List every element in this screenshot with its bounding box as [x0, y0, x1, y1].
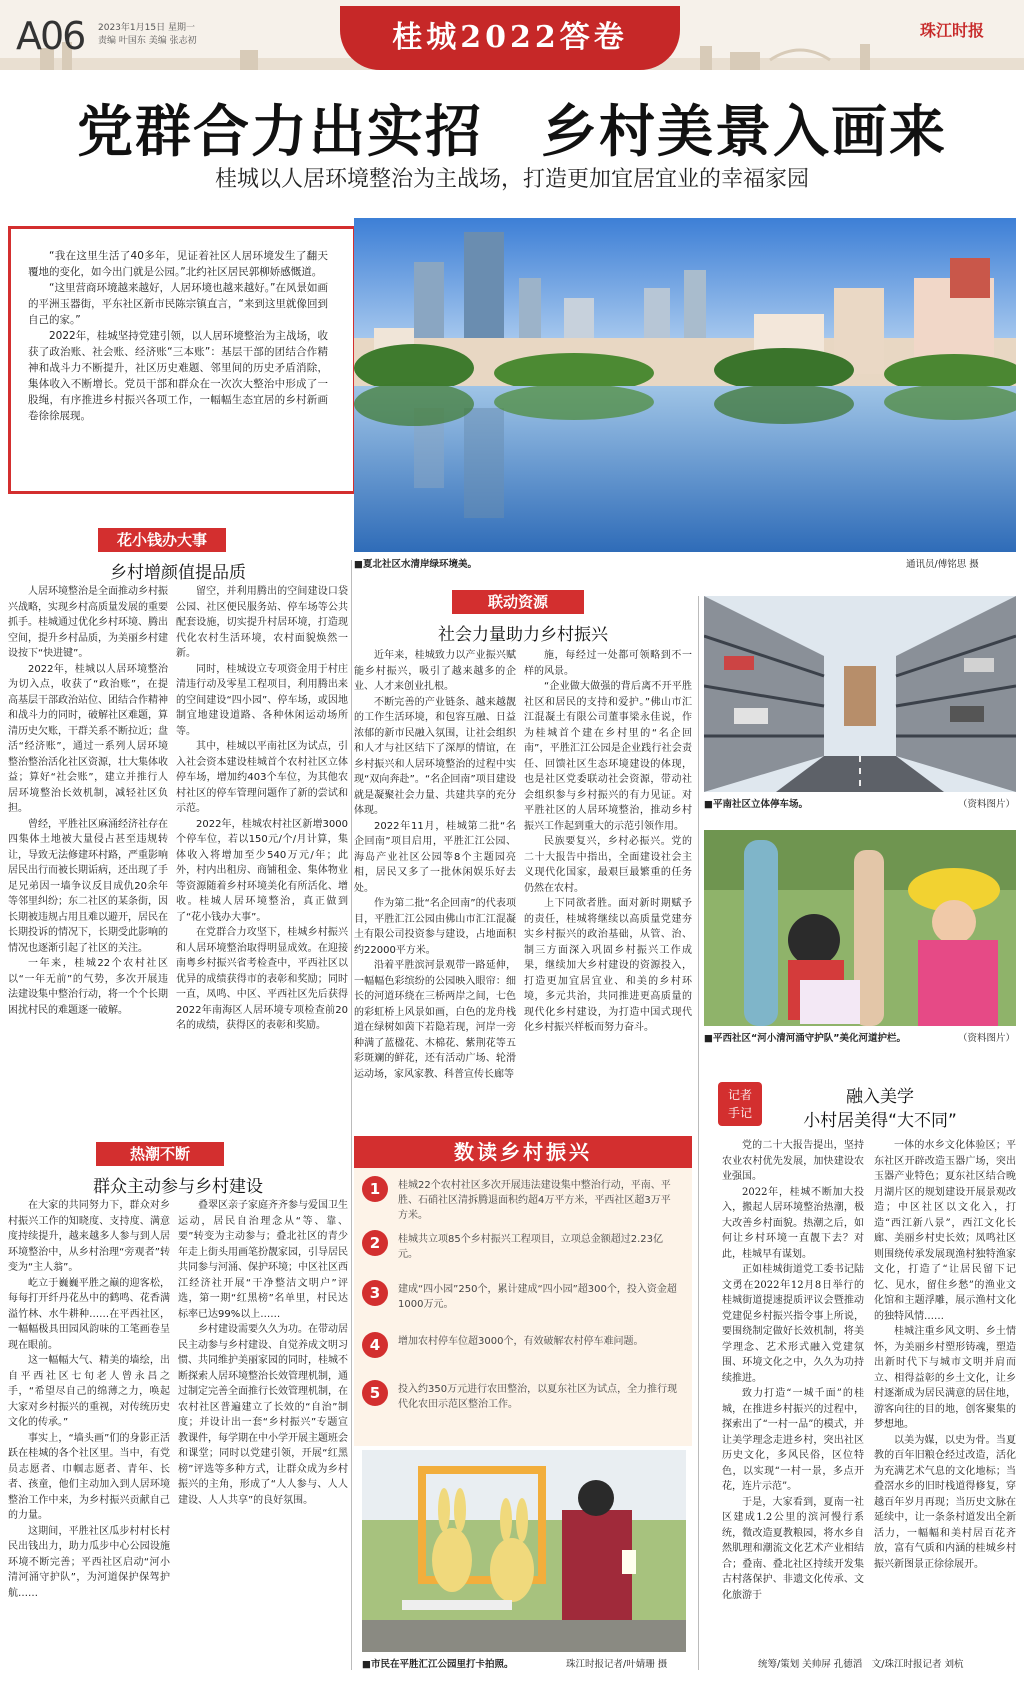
page-credit: 统筹/策划 关帅屏 孔德滔 文/珠江时报记者 刘杭 — [758, 1659, 964, 1670]
intro-text — [28, 248, 328, 424]
article-paragraph: 党的二十大报告提出，坚持农业农村优先发展，加快建设农业强国。 — [722, 1140, 864, 1182]
article-paragraph: 同时，桂城设立专项资金用于村庄清违行动及零星工程项目，利用腾出来的空间建设“四小园”、停车场，或因地制宜地建设道路、各种休闲运动场所等。 — [176, 663, 348, 737]
rabbit-photo-credit: 珠江时报记者/叶婧珊 摄 — [566, 1659, 668, 1670]
section1-title: 乡村增颜值提品质 — [110, 563, 246, 583]
article-paragraph: 桂城注重乡风文明、乡土情怀，为美丽乡村塑形铸魂，塑造出新时代下与城市文明并肩而立、相得益彰的乡土文化，让乡村逐渐成为居民满意的居住地，游客向往的目的地，创客聚集的梦想地。 — [874, 1326, 1016, 1430]
digital-item-number: 4 — [362, 1332, 388, 1358]
parking-photo-caption: ■平南社区立体停车场。 — [704, 799, 808, 810]
note-column2 — [874, 1138, 1016, 1648]
article-paragraph: 2022年，桂城以人居环境整治为切入点，收获了“政治账”，在提高基层干部政治站位、团结合作精神和战斗力的同时，破解社区难题，算清历史欠账，干群关系不断拉近；盘活“经济账”，通过一系列人居环境整治整治活化社区资源，壮大集体收益；算好“社会账”，建立并推行人居环境整治长效机制，减轻社区负担。 — [8, 663, 168, 814]
editor-text: 责编 叶国东 美编 张志初 — [98, 36, 197, 46]
digital-item-text: 增加农村停车位超3000个，有效破解农村停车难问题。 — [398, 1336, 644, 1347]
section2-column1 — [354, 648, 516, 1124]
page-number: A06 — [16, 14, 85, 58]
article-paragraph: 施，每经过一处都可领略到不一样的风景。 — [524, 650, 692, 677]
digital-item-number: 2 — [362, 1230, 388, 1256]
section3-column2 — [178, 1198, 348, 1674]
article-paragraph: 屹立于巍巍平胜之巅的迎客松，每每打开纤丹花丛中的鹤鸣、花香满溢竹林、水牛耕种……在平西社区，一幅幅极具田园风韵味的工笔画卷呈现在眼前。 — [8, 1277, 170, 1351]
article-paragraph: 在党群合力攻坚下，桂城乡村振兴和人居环境整治取得明显成效。在迎接南粤乡村振兴省考检查中，平西社区以优异的成绩获得市的表彰和奖励；同时一直，凤鸣、中区、平西社区先后获得2022年南海区人居环境专项检查前20名的成绩，获得区的表彰和奖励。 — [176, 927, 348, 1031]
article-paragraph: 曾经，平胜社区麻涌经济社存在四集体土地被大量侵占甚至违规转让，导致无法修建环村路，严重影响居民出行而被长期诟病，还出现了手足兄弟因一墙争议反目成仇20余年等邻里纠纷；东二社区的某条街，因长期被违规占用且难以避开，居民在长期投诉的情况下，长期受此影响的情况也逐渐引起了社区的关注。 — [8, 818, 168, 954]
page-subheadline: 桂城以人居环境整治为主战场，打造更加宜居宜业的幸福家园 — [214, 167, 809, 192]
painting-photo-caption: ■平西社区“河小清河涌守护队”美化河道护栏。 — [704, 1033, 906, 1044]
note-tag-line2: 手记 — [727, 1106, 752, 1120]
article-paragraph: 2022年，桂城农村社区新增3000个停车位，若以150元/个/月计算，集体收入将增加至少540万元/年；此外，村内出租房、商铺租金、集体物业等资源随着乡村环境美化有所活化、增收。桂城人居环境整治，真正做到了“花小钱办大事”。 — [176, 818, 348, 923]
article-paragraph: 这期间，平胜社区瓜步村村长村民出钱出力，助力瓜步中心公园设施环境不断完善；平西社区启动“河小清河涌守护队”，为河道保护保驾护航…… — [8, 1525, 170, 1599]
painting-photo-credit: （资料图片） — [958, 1033, 1016, 1044]
digital-item-text: 桂城共立项85个乡村振兴工程项目，立项总金额超过2.23亿元。 — [398, 1234, 663, 1260]
note-title-line2: 小村居美得“大不同” — [803, 1111, 957, 1131]
article-paragraph: 一年来，桂城22个农村社区以“一年无前”的气势，多次开展违法建设集中整治行动，将一个个长期困扰村民的难题逐一破解。 — [8, 958, 168, 1016]
section1-tag: 花小钱办大事 — [98, 528, 226, 552]
article-paragraph: 2022年11月，桂城第二批“名企回南”项目启用，平胜汇江公园、海岛产业社区公园等8个主题园亮相，居民又多了一批休闲娱乐好去处。 — [354, 820, 516, 894]
article-paragraph: 叠翠区亲子家庭齐齐参与爱国卫生运动，居民自治理念从“等、靠、要”转变为主动参与；叠北社区的青少年走上街头用画笔扮靓家园，引导居民共同参与河涌、保护环境；中区社区西江经济社开展“干净整洁文明户”评选，第一期“红黑榜”名单里，村民达标率已达99%以上…… — [178, 1200, 348, 1320]
section1-column2 — [176, 584, 348, 1116]
article-paragraph: 致力打造“一城千面”的桂城，在推进乡村振兴的过程中，探索出了“一村一品”的模式，并让美学理念走进乡村，突出社区历史文化，多风民俗，区位特色，以实现“一村一景，多点开花，连片示范”。 — [722, 1388, 864, 1492]
intro-paragraph: “我在这里生活了40多年，见证着社区人居环境发生了翻天覆地的变化，如今出门就是公园。”北约社区居民郭柳娇感慨道。 — [28, 250, 328, 278]
note-tag-line1: 记者 — [727, 1088, 752, 1102]
main-photo-credit: 通讯员/傅铭思 摄 — [906, 559, 979, 570]
article-paragraph: 作为第二批“名企回南”的代表项目，平胜汇江公园由佛山市汇江混凝土有限公司投资参与建设，占地面积约22000平方米。 — [354, 898, 516, 956]
article-paragraph: “企业做大做强的背后离不开平胜社区和居民的支持和爱护。”佛山市汇江混凝土有限公司董事梁永佳说，作为桂城首个建在乡村里的“名企回南”，平胜汇江公园是企业践行社会责任、回馈社区生态环境建设的体现，也是社区党委联动社会资源，带动社会组织参与乡村振兴的有力见证。对平胜社区的人居环境整治，推动乡村振兴工作起到重大的示范引领作用。 — [524, 681, 692, 832]
article-paragraph: 人居环境整治是全面推动乡村振兴战略，实现乡村高质量发展的重要抓手。桂城通过优化乡村环境、腾出空间，提升乡村品质，为美丽乡村建设按下“快进键”。 — [8, 586, 168, 659]
article-paragraph: 其中，桂城以平南社区为试点，引入社会资本建设桂城首个农村社区立体停车场，增加约403个车位，为其他农村社区的停车管理问题作了新的尝试和示范。 — [176, 741, 348, 814]
painting-photo — [704, 830, 1016, 1026]
rabbit-photo — [362, 1450, 686, 1652]
date-text: 2023年1月15日 星期一 — [98, 23, 195, 33]
top-bar — [0, 0, 1024, 70]
column-divider — [698, 596, 699, 1670]
digital-item-number: 5 — [362, 1380, 388, 1406]
parking-photo — [704, 596, 1016, 792]
article-paragraph: 近年来，桂城致力以产业振兴赋能乡村振兴，吸引了越来越多的企业、人才来创业扎根。 — [354, 650, 516, 692]
intro-paragraph: “这里营商环境越来越好，人居环境也越来越好。”在风景如画的平洲玉器街，平东社区新市民陈宗镇直言，“来到这里就像回到自己的家。” — [28, 282, 328, 326]
intro-paragraph: 2022年，桂城坚持党建引领，以人居环境整治为主战场，收获了政治账、社会账、经济账“三本账”：基层干部的团结合作精神和战斗力不断提升，社区历史难题、邻里间的历史矛盾消除，集体收入不断增长。党员干部和群众在一次次大整治中形成了一股绳，有序推进乡村振兴各项工作，一幅幅生态宜居的乡村新画卷徐徐展现。 — [28, 330, 328, 422]
digital-item-text: 投入约350万元进行农田整治，以夏东社区为试点，全力推行现代化农田示范区整治工作。 — [398, 1384, 678, 1410]
article-paragraph: 留空，并利用腾出的空间建设口袋公园、社区便民服务站、停车场等公共配套设施，切实提升村居环境，打造现代化农村生活环境，农村面貌焕然一新。 — [176, 586, 348, 659]
column-divider — [351, 560, 352, 1670]
parking-photo-credit: （资料图片） — [958, 799, 1016, 810]
article-paragraph: 沿着平胜滨河景观带一路延伸，一幅幅色彩缤纷的公园映入眼帘：细长的河道环绕在三桥两岸之间，七色的彩虹桥上风景如画，白色的龙舟栈道在绿树如茵下若隐若现，河岸一旁种满了蓝楹花、木棉花、紫荆花等五彩斑斓的鲜花，还有活动广场、轮滑运动场，家风家教、科普宣传长廊等 — [354, 960, 516, 1080]
section1-column1 — [8, 584, 168, 1116]
note-column1 — [722, 1138, 864, 1648]
digital-item-text: 桂城22个农村社区多次开展违法建设集中整治行动，平南、平胜、石硝社区清拆腾退面积约超4万平方米，平西社区超3万平方米。 — [398, 1180, 671, 1221]
section2-column2 — [524, 648, 692, 1124]
article-paragraph: 这一幅幅大气、精美的墙绘，出自平西社区七旬老人曾永昌之手，“希望尽自己的绵薄之力，唤起大家对乡村振兴的重视，对传统历史文化的传承。” — [8, 1355, 170, 1428]
note-tag — [718, 1082, 762, 1126]
section2-title: 社会力量助力乡村振兴 — [438, 625, 608, 645]
date-line — [98, 22, 218, 48]
article-paragraph: 事实上，“墙头画”们的身影正活跃在桂城的各个社区里。当中，有党员志愿者、巾帼志愿者、青年、长者、孩童，他们主动加入到人居环境整治工作中来，为乡村振兴贡献自己的力量。 — [8, 1432, 170, 1521]
article-paragraph: 2022年，桂城不断加大投入，搬起人居环境整治热潮，极大改善乡村面貌。热潮之后，如何让乡村环境一直靓下去？对此，桂城早有谋划。 — [722, 1186, 864, 1260]
section-banner: 桂城2022答卷 — [340, 6, 680, 70]
section3-title: 群众主动参与乡村建设 — [93, 1177, 263, 1197]
article-paragraph: 民族要复兴，乡村必振兴。党的二十大报告中指出，全面建设社会主义现代化国家，最艰巨最繁重的任务仍然在农村。 — [524, 836, 692, 894]
main-photo-caption: ■夏北社区水清岸绿环境美。 — [354, 559, 477, 570]
article-paragraph: 以美为媒，以史为骨。当夏教的百年旧粮仓经过改造，活化为充满艺术气息的文化地标；当叠滘水乡的旧时栈道得修复，穿越百年岁月再现；当历史文脉在延续中，让一条条村道发出全新活力，一幅幅和美村居百花齐放，富有气质和内涵的桂城乡村振兴新图景正徐徐展开。 — [874, 1434, 1016, 1570]
section3-column1 — [8, 1198, 170, 1674]
article-paragraph: 在大家的共同努力下，群众对乡村振兴工作的知晓度、支持度、满意度持续提升，越来越多人参与到人居环境整治中，从乡村治理“旁观者”转变为“主人翁”。 — [8, 1200, 170, 1273]
digital-item-number: 1 — [362, 1176, 388, 1202]
digital-box-title: 数读乡村振兴 — [354, 1136, 692, 1168]
section3-tag: 热潮不断 — [96, 1142, 224, 1166]
page-headline: 党群合力出实招 乡村美景入画来 — [77, 100, 947, 165]
article-paragraph: 上下同欲者胜。面对新时期赋予的责任，桂城将继续以高质量党建夯实乡村振兴的政治基础，从管、治、制三方面深入巩固乡村振兴工作成果，继续加大乡村建设的资源投入，打造更加宜居宜业、和美的乡村环境，多元共治，共同推进更高质量的现代化乡村建设，为打造中国式现代化乡村振兴样板而努力奋斗。 — [524, 898, 692, 1033]
section2-tag: 联动资源 — [452, 590, 584, 614]
article-paragraph: 正如桂城街道党工委书记陆文勇在2022年12月8日举行的桂城街道提速提质评议会暨推动党建促乡村振兴指令事上所说，要围绕制定做好长效机制，将美学理念、艺术形式融入党建氛围、环境文化之中，久久为功持续推进。 — [722, 1264, 864, 1384]
digital-list — [354, 1176, 692, 1446]
rabbit-photo-caption: ■市民在平胜汇江公园里打卡拍照。 — [362, 1659, 514, 1670]
article-paragraph: 一体的水乡文化体验区；平东社区开辟改造玉器广场，突出玉器产业特色；夏东社区结合晚月湖片区的规划建设开展景观改造；中区社区以文化入，打造“西江新八景”，西江文化长廊、美丽乡村史长效；凤鸣社区则围绕传承发展现渔村独特渔家文化，打造了“让居民留下记忆、见水，留住乡愁”的渔业文化馆和主题浮雕，展示渔村文化的独特风情…… — [874, 1140, 1016, 1322]
article-paragraph: 乡村建设需要久久为功。在带动居民主动参与乡村建设、自觉养成文明习惯、共同维护美丽家园的同时，桂城不断探索人居环境整治长效管理机制，通过制定完善全面推行长效管理机制，在农村社区普遍建立了长效的“自治”制度；并设计出一套“乡村振兴”专题宣教课件，每学期在中小学开展主题班会和课堂；同时以党建引领，开展“红黑榜”评选等多种方式，让群众成为乡村振兴的主角，形成了“人人参与、人人建设、人人共享”的良好氛围。 — [178, 1324, 348, 1506]
article-paragraph: 不断完善的产业链条、越来越靓的工作生活环境，和包容互融、日益浓郁的新市民融入氛围，让社会组织和人才与社区结下了深厚的情谊，在乡村振兴和人居环境整治的过程中实现“双向奔赴”。“名企回南”项目建设就是凝聚社会力量、共建共享的充分体现。 — [354, 696, 516, 816]
note-title-line1: 融入美学 — [846, 1087, 914, 1107]
main-photo-river — [354, 218, 1016, 552]
digital-item-text: 建成“四小园”250个，累计建成“四小园”超300个，投入资金超1000万元。 — [398, 1284, 677, 1310]
digital-item-number: 3 — [362, 1280, 388, 1306]
newspaper-logo: 珠江时报 — [920, 21, 985, 40]
article-paragraph: 于是，大家看到，夏南一社区建成1.2公里的滨河慢行系统，微改造夏教粮园，将水乡自然肌理和潮流文化艺术产业相结合；叠南、叠北社区持续开发集古村落保护、非遗文化传承、文化旅游于 — [722, 1496, 864, 1601]
